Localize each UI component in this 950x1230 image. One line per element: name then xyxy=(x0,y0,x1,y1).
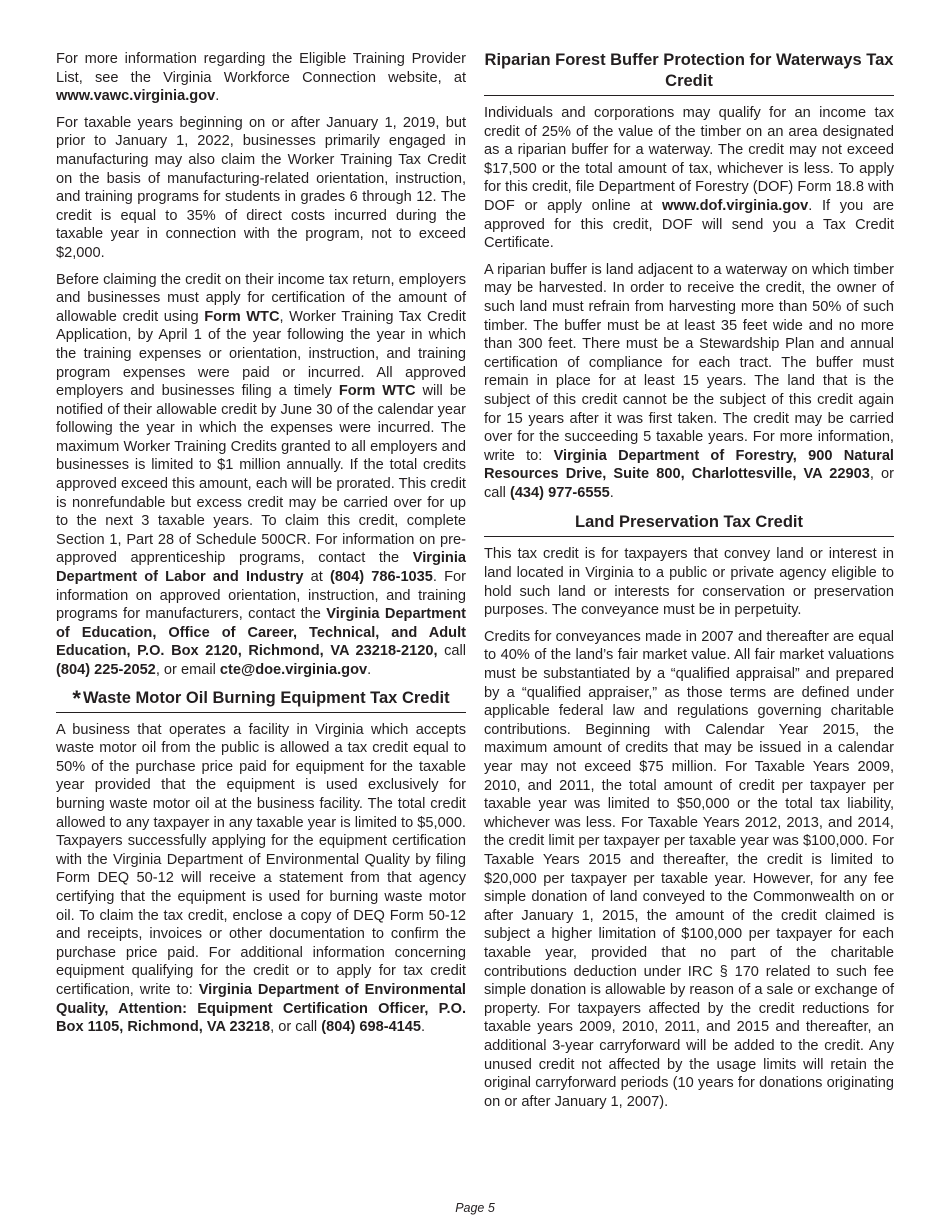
education-department-phone: (804) 225-2052 xyxy=(56,662,156,678)
dof-phone: (434) 977-6555 xyxy=(509,484,610,501)
riparian-paragraph-2: A riparian buffer is land adjacent to a waterway on which timber may be harvested. In order to receive the credit, the owner of such land must refrain from harvesting more than 50% of such timber. The buffer must be at least 35 feet wide and no more than 300 feet. There must be a Stewardship Plan and annual certification of compliance for each tract. The buffer must remain in place for at least 15 years. The land that is the subject of this credit cannot be the subject of this credit again for 15 years after it was first taken. The credit may be carried over for the succeeding 5 taxable years. For more information, write to: Virginia Department of Forestry, 900 Natural Resources Drive, Suite 800, Charlottesville, VA 22903, or call (434) 977-6555. xyxy=(484,261,894,501)
eligible-training-provider-paragraph: For more information regarding the Eligible Training Provider List, see the Virginia Workforce Connection website, at www.vawc.virginia.gov. xyxy=(56,51,466,105)
deq-phone: (804) 698-4145 xyxy=(321,1019,422,1036)
education-department-address: Virginia Department of Education, Office of Career, Technical, and Adult Education, P.O. Box 2120, Richmond, VA 23218-2120, xyxy=(56,606,466,660)
waste-motor-oil-heading: * Waste Motor Oil Burning Equipment Tax Credit xyxy=(56,688,466,713)
dof-website-link[interactable]: www.dof.virginia.gov xyxy=(662,197,809,214)
right-column xyxy=(484,50,894,1119)
land-preservation-paragraph-1: This tax credit is for taxpayers that convey land or interest in land located in Virginia to a public or private agency eligible to hold such land or interests for conservation or preservation purposes. The conveyance must be in perpetuity. xyxy=(484,546,894,619)
riparian-paragraph-1: Individuals and corporations may qualify for an income tax credit of 25% of the value of the timber on an area designated as a riparian buffer for a waterway. The credit may not exceed $17,500 or the total amount of tax, whichever is less. To apply for this credit, file Department of Forestry (DOF) Form 18.8 with DOF or apply online at www.dof.virginia.gov. If you are approved for this credit, DOF will send you a Tax Credit Certificate. xyxy=(484,105,894,252)
page-number: Page 5 xyxy=(455,1201,495,1215)
manufacturing-training-paragraph: For taxable years beginning on or after January 1, 2019, but prior to January 1, 2022, businesses primarily engaged in manufacturing may also claim the Worker Training Tax Credit on the basis of manufacturing-related orientation, instruction, and training programs for students in grades 6 through 12. The credit is equal to 35% of direct costs incurred during the taxable year in connection with the program, not to exceed $2,000. xyxy=(56,114,466,261)
education-department-email[interactable]: cte@doe.virginia.gov xyxy=(219,662,368,678)
left-column xyxy=(56,50,466,1045)
riparian-heading: Riparian Forest Buffer Protection for Waterways Tax Credit xyxy=(484,50,894,96)
deq-address: Virginia Department of Environmental Quality, Attention: Equipment Certification Officer, P.O. Box 1105, Richmond, VA 23218 xyxy=(56,981,466,1036)
dof-address: Virginia Department of Forestry, 900 Natural Resources Drive, Suite 800, Charlottesville, VA 22903 xyxy=(484,447,894,483)
labor-department-name: Virginia Department of Labor and Industry xyxy=(56,550,466,586)
waste-motor-oil-paragraph: A business that operates a facility in Virginia which accepts waste motor oil from the public is allowed a tax credit equal to 50% of the purchase price paid for equipment for the taxable year provided that the equipment is used exclusively for burning waste motor oil at the business facility. The total credit allowed to any taxpayer in any taxable year is limited to $5,000. Taxpayers successfully applying for the equipment certification with the Virginia Department of Environmental Quality by filing Form DEQ 50-12 will receive a statement from that agency certifying that the equipment is used for burning waste motor oil. To claim the tax credit, enclose a copy of DEQ Form 50-12 and receipts, invoices or other documentation to confirm the purchase price paid. For additional information concerning equipment qualifying for the credit or to apply for tax credit certification, write to: Virginia Department of Environmental Quality, Attention: Equipment Certification Officer, P.O. Box 1105, Richmond, VA 23218, or call (804) 698-4145. xyxy=(56,721,466,1036)
land-preservation-heading: Land Preservation Tax Credit xyxy=(484,512,894,537)
asterisk-marker: * xyxy=(72,685,81,711)
worker-training-certification-paragraph: Before claiming the credit on their income tax return, employers and businesses must apply for certification of the amount of allowable credit using Form WTC, Worker Training Tax Credit Application, by April 1 of the year following the year in which the training expenses or orientation, instruction, and training program expenses were paid or incurred. All approved employers and businesses filing a timely Form WTC will be notified of their allowable credit by June 30 of the calendar year following the year in which the expenses were incurred. The maximum Worker Training Credits granted to all employers and businesses is limited to $1 million annually. If the total credits approved exceed this amount, each will be prorated. This credit is nonrefundable but excess credit may be carried over for up to the next 3 taxable years. To claim this credit, complete Section 1, Part 28 of Schedule 500CR. For information on pre-approved apprenticeship programs, contact the Virginia Department of Labor and Industry at (804) 786-1035. For information on approved orientation, instruction, and training programs for manufacturers, contact the Virginia Department of Education, Office of Career, Technical, and Adult Education, P.O. Box 2120, Richmond, VA 23218-2120, call (804) 225-2052, or email cte@doe.virginia.gov. xyxy=(56,271,467,678)
vawc-website-link[interactable]: www.vawc.virginia.gov xyxy=(56,88,216,105)
land-preservation-paragraph-2: Credits for conveyances made in 2007 and thereafter are equal to 40% of the land’s fair market value. All fair market valuations must be substantiated by a “qualified appraisal” and prepared by a “qualified appraiser,” as those terms are defined under applicable federal law and regulations governing charitable contributions. Beginning with Calendar Year 2015, the maximum amount of credits that may be issued in a calendar year may not exceed $75 million. For Taxable Years 2009, 2010, and 2011, the total amount of credit per taxpayer per taxable year was limited to $50,000 or the total tax liability, whichever was less. For Taxable Years 2012, 2013, and 2014, the credit limit per taxpayer per taxable year was $100,000. For Taxable Years 2015 and thereafter, the credit is limited to $20,000 per taxpayer per taxable year. However, for any fee simple donation of land conveyed to the Commonwealth on or after January 1, 2015, the amount of the credit claimed is subject a higher limitation of $100,000 per taxpayer for each taxable year, provided that no part of the charitable contributions deduction under IRC § 170 related to such fee simple donation is allowable by reason of a sale or exchange of property. For taxpayers affected by the credit reductions for taxable years 2009, 2010, 2011, and 2015 and thereafter, an additional 3-year carryforward will be added to the credit. Any unused credit not affected by the usage limits will retain the original carryforward periods (10 years for donations originating on or after January 1, 2007). xyxy=(484,628,894,1110)
labor-department-phone: (804) 786-1035 xyxy=(330,569,433,586)
